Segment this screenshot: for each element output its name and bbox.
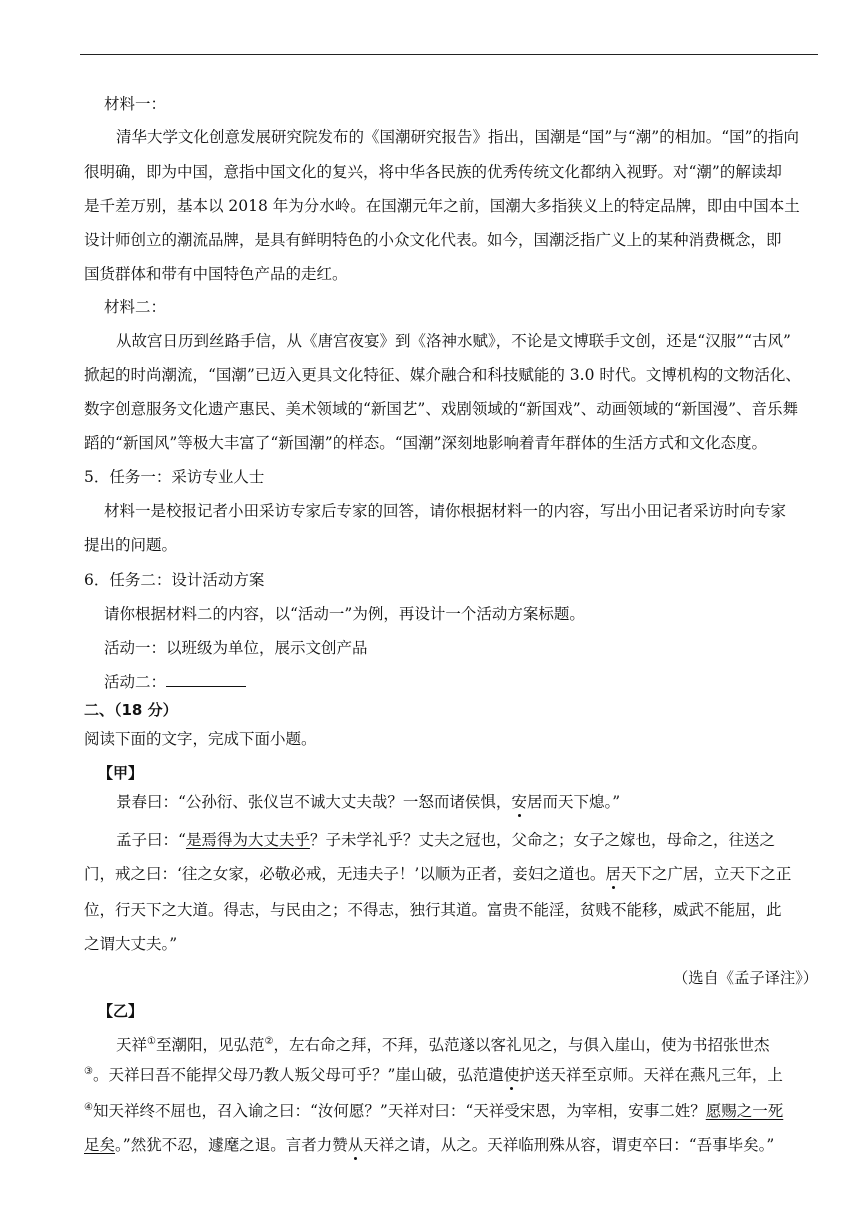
question-5-title: 5．任务一：采访专业人士 — [84, 468, 265, 486]
jia-line-3-text: 门，戒之曰：‘往之女家，必敬必戒，无违夫子！’以顺为正者，妾妇之道也。 — [84, 865, 606, 883]
underlined-sentence-1: 是焉得为大丈夫乎 — [185, 831, 310, 849]
jia-line-2-prefix: 孟子曰：“ — [116, 831, 186, 849]
passage-yi-label: 【乙】 — [98, 1002, 144, 1020]
header-rule — [80, 54, 818, 55]
footnote-4: ④ — [84, 1101, 93, 1113]
yi-line-3-a: 知天祥终不屈也，召入谕之曰：“汝何愿？”天祥对曰：“天祥受宋恩，为宰相，安事二姓？ — [92, 1102, 706, 1120]
jia-line-1 — [116, 792, 620, 812]
section-2-heading: 二、（18 分） — [84, 701, 178, 719]
material2-line-4: 蹈的“新国风”等极大丰富了“新国潮”的样态。“国潮”深刻地影响着青年群体的生活方式和文化态度。 — [84, 434, 768, 452]
activity-2-label: 活动二： — [104, 673, 167, 691]
question-5-line-2: 提出的问题。 — [84, 536, 178, 554]
material2-line-3: 数字创意服务文化遗产惠民、美术领域的“新国艺”、戏剧领域的“新国戏”、动画领域的“新国漫”、音乐舞 — [84, 400, 799, 418]
material1-line-1: 清华大学文化创意发展研究院发布的《国潮研究报告》指出，国潮是“国”与“潮”的相加。“国”的指向 — [116, 128, 800, 146]
yi-line-2-b: 护送天祥至京师。天祥在燕凡三年，上 — [519, 1066, 783, 1084]
jia-line-3 — [84, 864, 791, 884]
jia-line-1-text: 景春曰：“公孙衍、张仪岂不诚大丈夫哉？一怒而诸侯惧， — [116, 793, 512, 811]
yi-line-1 — [116, 1035, 769, 1055]
material1-title: 材料一： — [104, 95, 167, 113]
material1-line-5: 国货群体和带有中国特色产品的走红。 — [84, 265, 348, 283]
yi-line-2-a: 。天祥曰吾不能捍父母乃教人叛父母可乎？”崖山破，弘范遣 — [92, 1066, 504, 1084]
activity-2-row — [104, 672, 246, 692]
activity-1: 活动一：以班级为单位，展示文创产品 — [104, 639, 368, 657]
yi-line-1-b: 至潮阳，见弘范 — [155, 1036, 265, 1054]
passage-jia-label: 【甲】 — [98, 764, 144, 782]
jia-source: （选自《孟子译注》） — [673, 969, 819, 987]
activity-2-answer-blank[interactable] — [166, 672, 246, 687]
yi-line-4 — [84, 1135, 774, 1155]
material2-line-1: 从故宫日历到丝路手信，从《唐宫夜宴》到《洛神水赋》，不论是文博联手文创，还是“汉服”“古风” — [116, 332, 791, 350]
yi-line-4-b: 天祥之请，从之。天祥临刑殊从容，谓吏卒曰：“吾事毕矣。” — [363, 1136, 775, 1154]
underlined-sentence-2-part-2: 足矣 — [84, 1136, 116, 1154]
material2-title: 材料二： — [104, 298, 167, 316]
material1-line-3: 是千差万别，基本以 2018 年为分水岭。在国潮元年之前，国潮大多指狭义上的特定品牌，即由中国本土 — [84, 197, 800, 215]
emphasis-dot-cong: 从 — [347, 1136, 364, 1154]
question-6-title: 6．任务二：设计活动方案 — [84, 571, 265, 589]
material1-line-4: 设计师创立的潮流品牌，是具有鲜明特色的小众文化代表。如今，国潮泛指广义上的某种消费概念，即 — [84, 231, 782, 249]
jia-line-2 — [116, 830, 775, 850]
footnote-3: ③ — [84, 1065, 93, 1077]
emphasis-dot-shi: 使 — [503, 1066, 520, 1084]
yi-line-1-a: 天祥 — [116, 1036, 148, 1054]
section-2-intro: 阅读下面的文字，完成下面小题。 — [84, 730, 317, 748]
jia-line-2-rest: ？子未学礼乎？丈夫之冠也，父命之；女子之嫁也，母命之，往送之 — [309, 831, 775, 849]
yi-line-3 — [84, 1101, 783, 1121]
yi-line-1-c: ，左右命之拜，不拜，弘范遂以客礼见之，与俱入崖山，使为书招张世杰 — [273, 1036, 770, 1054]
yi-line-4-a: 。”然犹不忍，遽麾之退。言者力赞 — [115, 1136, 348, 1154]
question-6-instruction: 请你根据材料二的内容，以“活动一”为例，再设计一个活动方案标题。 — [104, 605, 585, 623]
material1-line-2: 很明确，即为中国，意指中国文化的复兴，将中华各民族的优秀传统文化都纳入视野。对“潮”的解读却 — [84, 163, 782, 181]
footnote-2: ② — [264, 1035, 274, 1047]
jia-line-1-end: 居而天下熄。” — [526, 793, 621, 811]
jia-line-3-end: 天下之广居，立天下之正 — [620, 865, 792, 883]
emphasis-dot-an: 安 — [511, 793, 527, 811]
footnote-1: ① — [147, 1035, 156, 1047]
yi-line-2 — [84, 1065, 783, 1085]
material2-line-2: 掀起的时尚潮流，“国潮”已迈入更具文化特征、媒介融合和科技赋能的 3.0 时代。文博机构的文物活化、 — [84, 366, 801, 384]
question-5-line-1: 材料一是校报记者小田采访专家后专家的回答，请你根据材料一的内容，写出小田记者采访时向专家 — [104, 502, 787, 520]
underlined-sentence-2-part-1: 愿赐之一死 — [705, 1102, 784, 1120]
emphasis-dot-ju: 居 — [605, 865, 621, 883]
jia-line-4: 位，行天下之大道。得志，与民由之；不得志，独行其道。富贵不能淫，贫贱不能移，威武不能屈，此 — [84, 901, 782, 919]
jia-line-5: 之谓大丈夫。” — [84, 935, 178, 953]
